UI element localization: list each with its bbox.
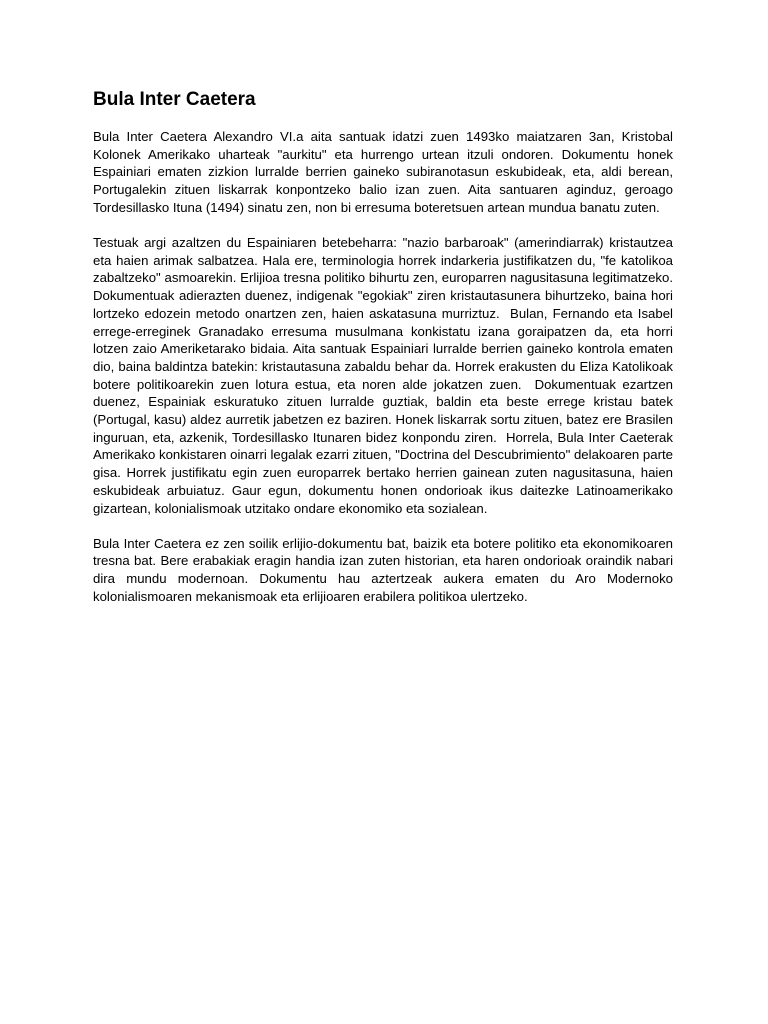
- paragraph-3: Bula Inter Caetera ez zen soilik erlijio-dokumentu bat, baizik eta botere politiko eta ekonomikoaren tresna bat. Bere erabakiak eragin handia izan zuten historian, eta haren ondorioak oraindik nabari dira mundu modernoan. Dokumentu hau aztertzeak aukera ematen du Aro Modernoko kolonialismoaren mekanismoak eta erlijioaren erabilera politikoa ulertzeko.: [93, 535, 677, 604]
- document-title: Bula Inter Caetera: [93, 89, 256, 110]
- paragraph-2: Testuak argi azaltzen du Espainiaren betebeharra: "nazio barbaroak" (amerindiarrak) kristautzea eta haien arimak salbatzea. Hala ere, terminologia horrek indarkeria justifikatzen du, "fe katolikoa zabaltzeko" asmoarekin. Erlijioa tresna politiko bihurtu zen, europarren nagusitasuna legitimatzeko. Dokumentuak adierazten duenez, indigenak "egokiak" ziren kristautasunera bihurtzeko, baina hori lortzeko edozein metodo onartzen zen, haien askatasuna murriztuz. Bulan, Fernando eta Isabel errege-erreginek Granadako erresuma musulmana konkistatu izana goraipatzen da, eta horri lotzen zaio Ameriketarako bidaia. Aita santuak Espainiari lurralde berrien gaineko kontrola ematen dio, baina baldintza batekin: kristautasuna zabaldu behar da. Horrek erakusten du Eliza Katolikoak botere politikoarekin zuen lotura estua, eta noren alde jokatzen zuen. Dokumentuak ezartzen duenez, Espainiak eskuratuko zituen lurralde guztiak, baldin eta beste errege kristau batek (Portugal, kasu) aldez aurretik jabetzen ez baziren. Honek liskarrak sortu zituen, batez ere Brasilen inguruan, eta, azkenik, Tordesillasko Itunaren bidez konpondu ziren. Horrela, Bula Inter Caeterak Amerikako konkistaren oinarri legalak ezarri zituen, "Doctrina del Descubrimiento" delakoaren parte gisa. Horrek justifikatu egin zuen europarrek bertako herrien gainean zuten nagusitasuna, haien eskubideak arbuiatuz. Gaur egun, dokumentu honen ondorioak ikus daitezke Latinoamerikako gizartean, kolonialismoak utzitako ondare ekonomiko eta sozialean.: [93, 235, 677, 516]
- document-page: [93, 88, 677, 623]
- paragraph-1: Bula Inter Caetera Alexandro VI.a aita santuak idatzi zuen 1493ko maiatzaren 3an, Kristobal Kolonek Amerikako uharteak "aurkitu" eta hurrengo urtean itzuli ondoren. Dokumentu honek Espainiari ematen zizkion lurralde berrien gaineko subiranotasun eskubideak, eta, aldi berean, Portugalekin zituen liskarrak konpontzeko balio izan zuen. Aita santuaren aginduz, geroago Tordesillasko Ituna (1494) sinatu zen, non bi erresuma boteretsuen artean mundua banatu zuten.: [93, 129, 677, 215]
